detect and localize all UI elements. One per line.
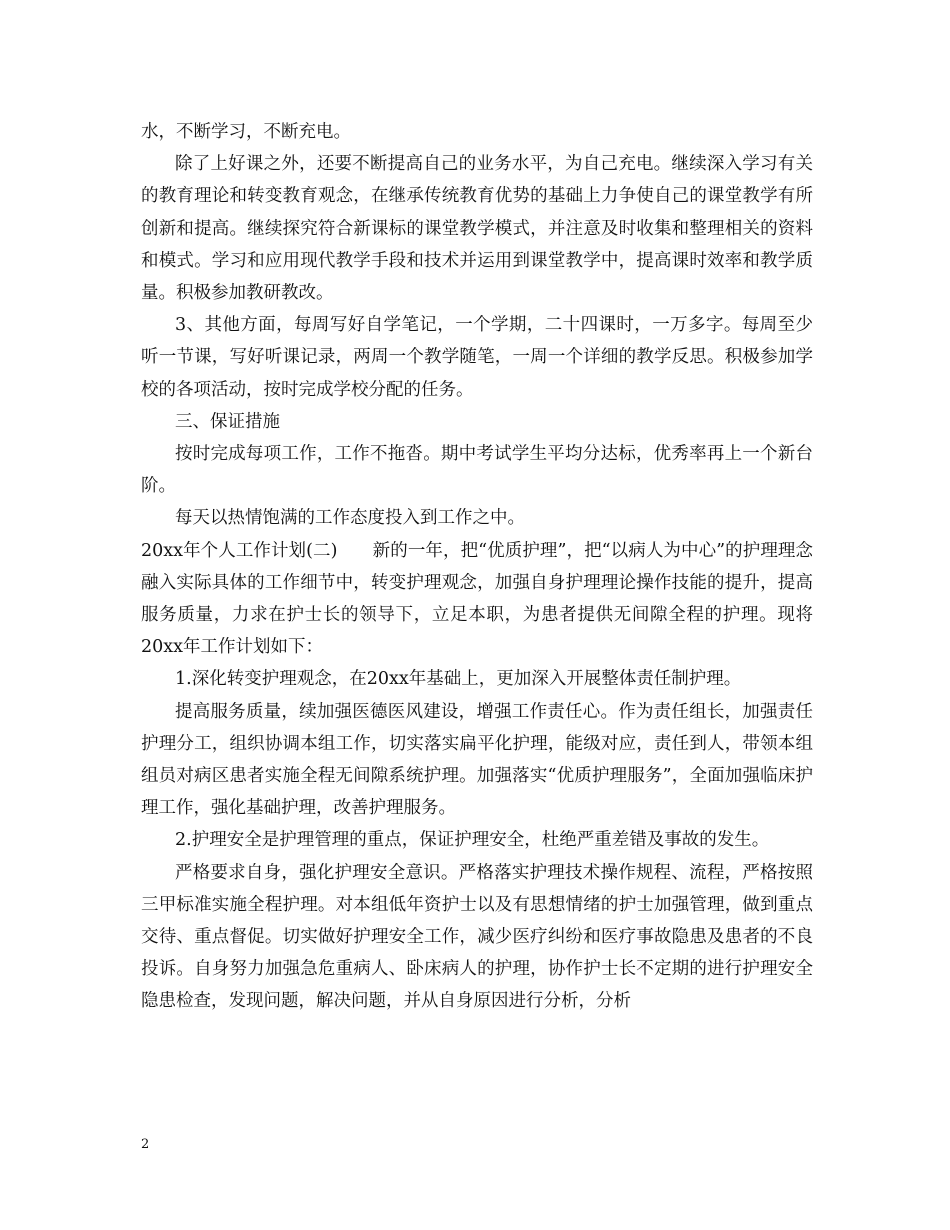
paragraph: 提高服务质量，续加强医德医风建设，增强工作责任心。作为责任组长，加强责任护理分工，组织协调本组工作，切实落实扁平化护理，能级对应，责任到人，带领本组组员对病区患者实施全程无间隙系统护理。加强落实“优质护理服务”，全面加强临床护理工作，强化基础护理，改善护理服务。 xyxy=(141,701,813,819)
paragraph: 1.深化转变护理观念，在20xx年基础上，更加深入开展整体责任制护理。 xyxy=(175,669,742,690)
paragraph: 除了上好课之外，还要不断提高自己的业务水平，为自己充电。继续深入学习有关的教育理论和转变教育观念，在继承传统教育优势的基础上力争使自己的课堂教学有所创新和提高。继续探究符合新课标的课堂教学模式，并注意及时收集和整理相关的资料和模式。学习和应用现代教学手段和技术并运用到课堂教学中，提高课时效率和教学质量。积极参加教研教改。 xyxy=(141,154,813,304)
paragraph: 3、其他方面，每周写好自学笔记，一个学期，二十四课时，一万多字。每周至少听一节课，写好听课记录，两周一个教学随笔，一周一个详细的教学反思。积极参加学校的各项活动，按时完成学校分配的任务。 xyxy=(141,315,813,400)
document-body xyxy=(141,116,813,1018)
section-heading: 三、保证措施 xyxy=(175,411,280,432)
paragraph: 2.护理安全是护理管理的重点，保证护理安全，杜绝严重差错及事故的发生。 xyxy=(175,830,770,851)
paragraph: 水，不断学习，不断充电。 xyxy=(141,122,351,142)
paragraph: 按时完成每项工作，工作不拖沓。期中考试学生平均分达标，优秀率再上一个新台阶。 xyxy=(141,444,813,497)
paragraph: 每天以热情饱满的工作态度投入到工作之中。 xyxy=(175,508,525,529)
page-number: 2 xyxy=(141,1137,150,1152)
paragraph: 20xx年个人工作计划(二) 新的一年，把“优质护理”，把“以病人为中心”的护理理念融入实际具体的工作细节中，转变护理观念，加强自身护理理论操作技能的提升，提高服务质量，力求在护士长的领导下，立足本职，为患者提供无间隙全程的护理。现将20xx年工作计划如下： xyxy=(141,540,813,658)
paragraph: 严格要求自身，强化护理安全意识。严格落实护理技术操作规程、流程，严格按照三甲标准实施全程护理。对本组低年资护士以及有思想情绪的护士加强管理，做到重点交待、重点督促。切实做好护理安全工作，减少医疗纠纷和医疗事故隐患及患者的不良投诉。自身努力加强急危重病人、卧床病人的护理，协作护士长不定期的进行护理安全隐患检查，发现问题，解决问题，并从自身原因进行分析，分析 xyxy=(141,862,813,1012)
